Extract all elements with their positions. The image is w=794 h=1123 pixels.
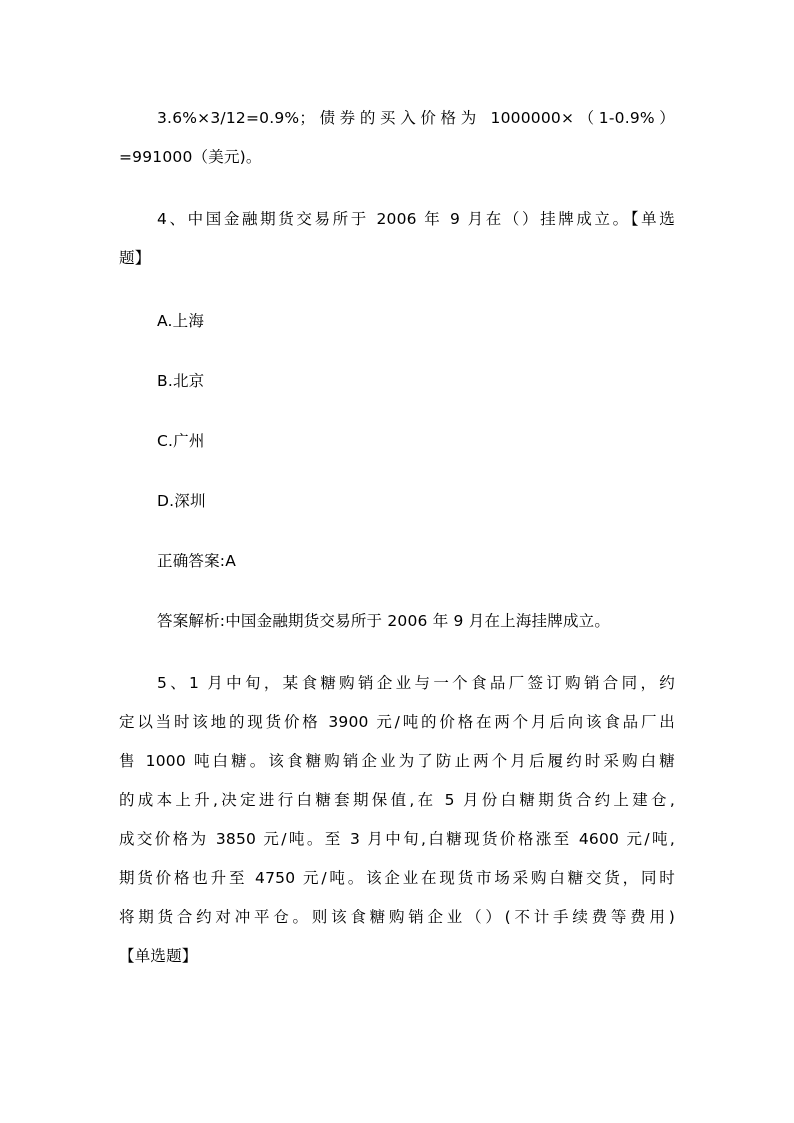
question-5-line-5: 成交价格为 3850 元/吨。至 3 月中旬,白糖现货价格涨至 4600 元/吨,	[119, 830, 675, 848]
question-5-line-2: 定以当时该地的现货价格 3900 元/吨的价格在两个月后向该食品厂出	[119, 713, 675, 731]
question-5-line-3: 售 1000 吨白糖。该食糖购销企业为了防止两个月后履约时采购白糖	[119, 752, 675, 770]
question-4-option-d: D.深圳	[157, 492, 206, 510]
question-5-line-1: 5、1 月中旬，某食糖购销企业与一个食品厂签订购销合同，约	[157, 674, 675, 692]
question-4-option-c: C.广州	[157, 432, 205, 450]
document-page	[119, 0, 675, 1123]
question-5-line-7: 将期货合约对冲平仓。则该食糖购销企业（）(不计手续费等费用)	[119, 908, 675, 926]
question-4-stem-line-2: 题】	[119, 249, 151, 267]
question-4-explanation: 答案解析:中国金融期货交易所于 2006 年 9 月在上海挂牌成立。	[157, 612, 611, 630]
question-4-option-b: B.北京	[157, 372, 205, 390]
continuation-line-1: 3.6%×3/12=0.9%；债券的买入价格为 1000000×（1-0.9%）	[157, 109, 675, 127]
question-5-line-6: 期货价格也升至 4750 元/吨。该企业在现货市场采购白糖交货，同时	[119, 869, 675, 887]
question-4-stem-line-1: 4、中国金融期货交易所于 2006 年 9 月在（）挂牌成立。【单选	[157, 210, 675, 228]
question-4-option-a: A.上海	[157, 312, 205, 330]
continuation-line-2: =991000（美元)。	[119, 148, 262, 166]
question-5-line-8: 【单选题】	[119, 947, 198, 965]
question-4-answer: 正确答案:A	[157, 552, 237, 570]
question-5-line-4: 的成本上升,决定进行白糖套期保值,在 5 月份白糖期货合约上建仓,	[119, 791, 675, 809]
